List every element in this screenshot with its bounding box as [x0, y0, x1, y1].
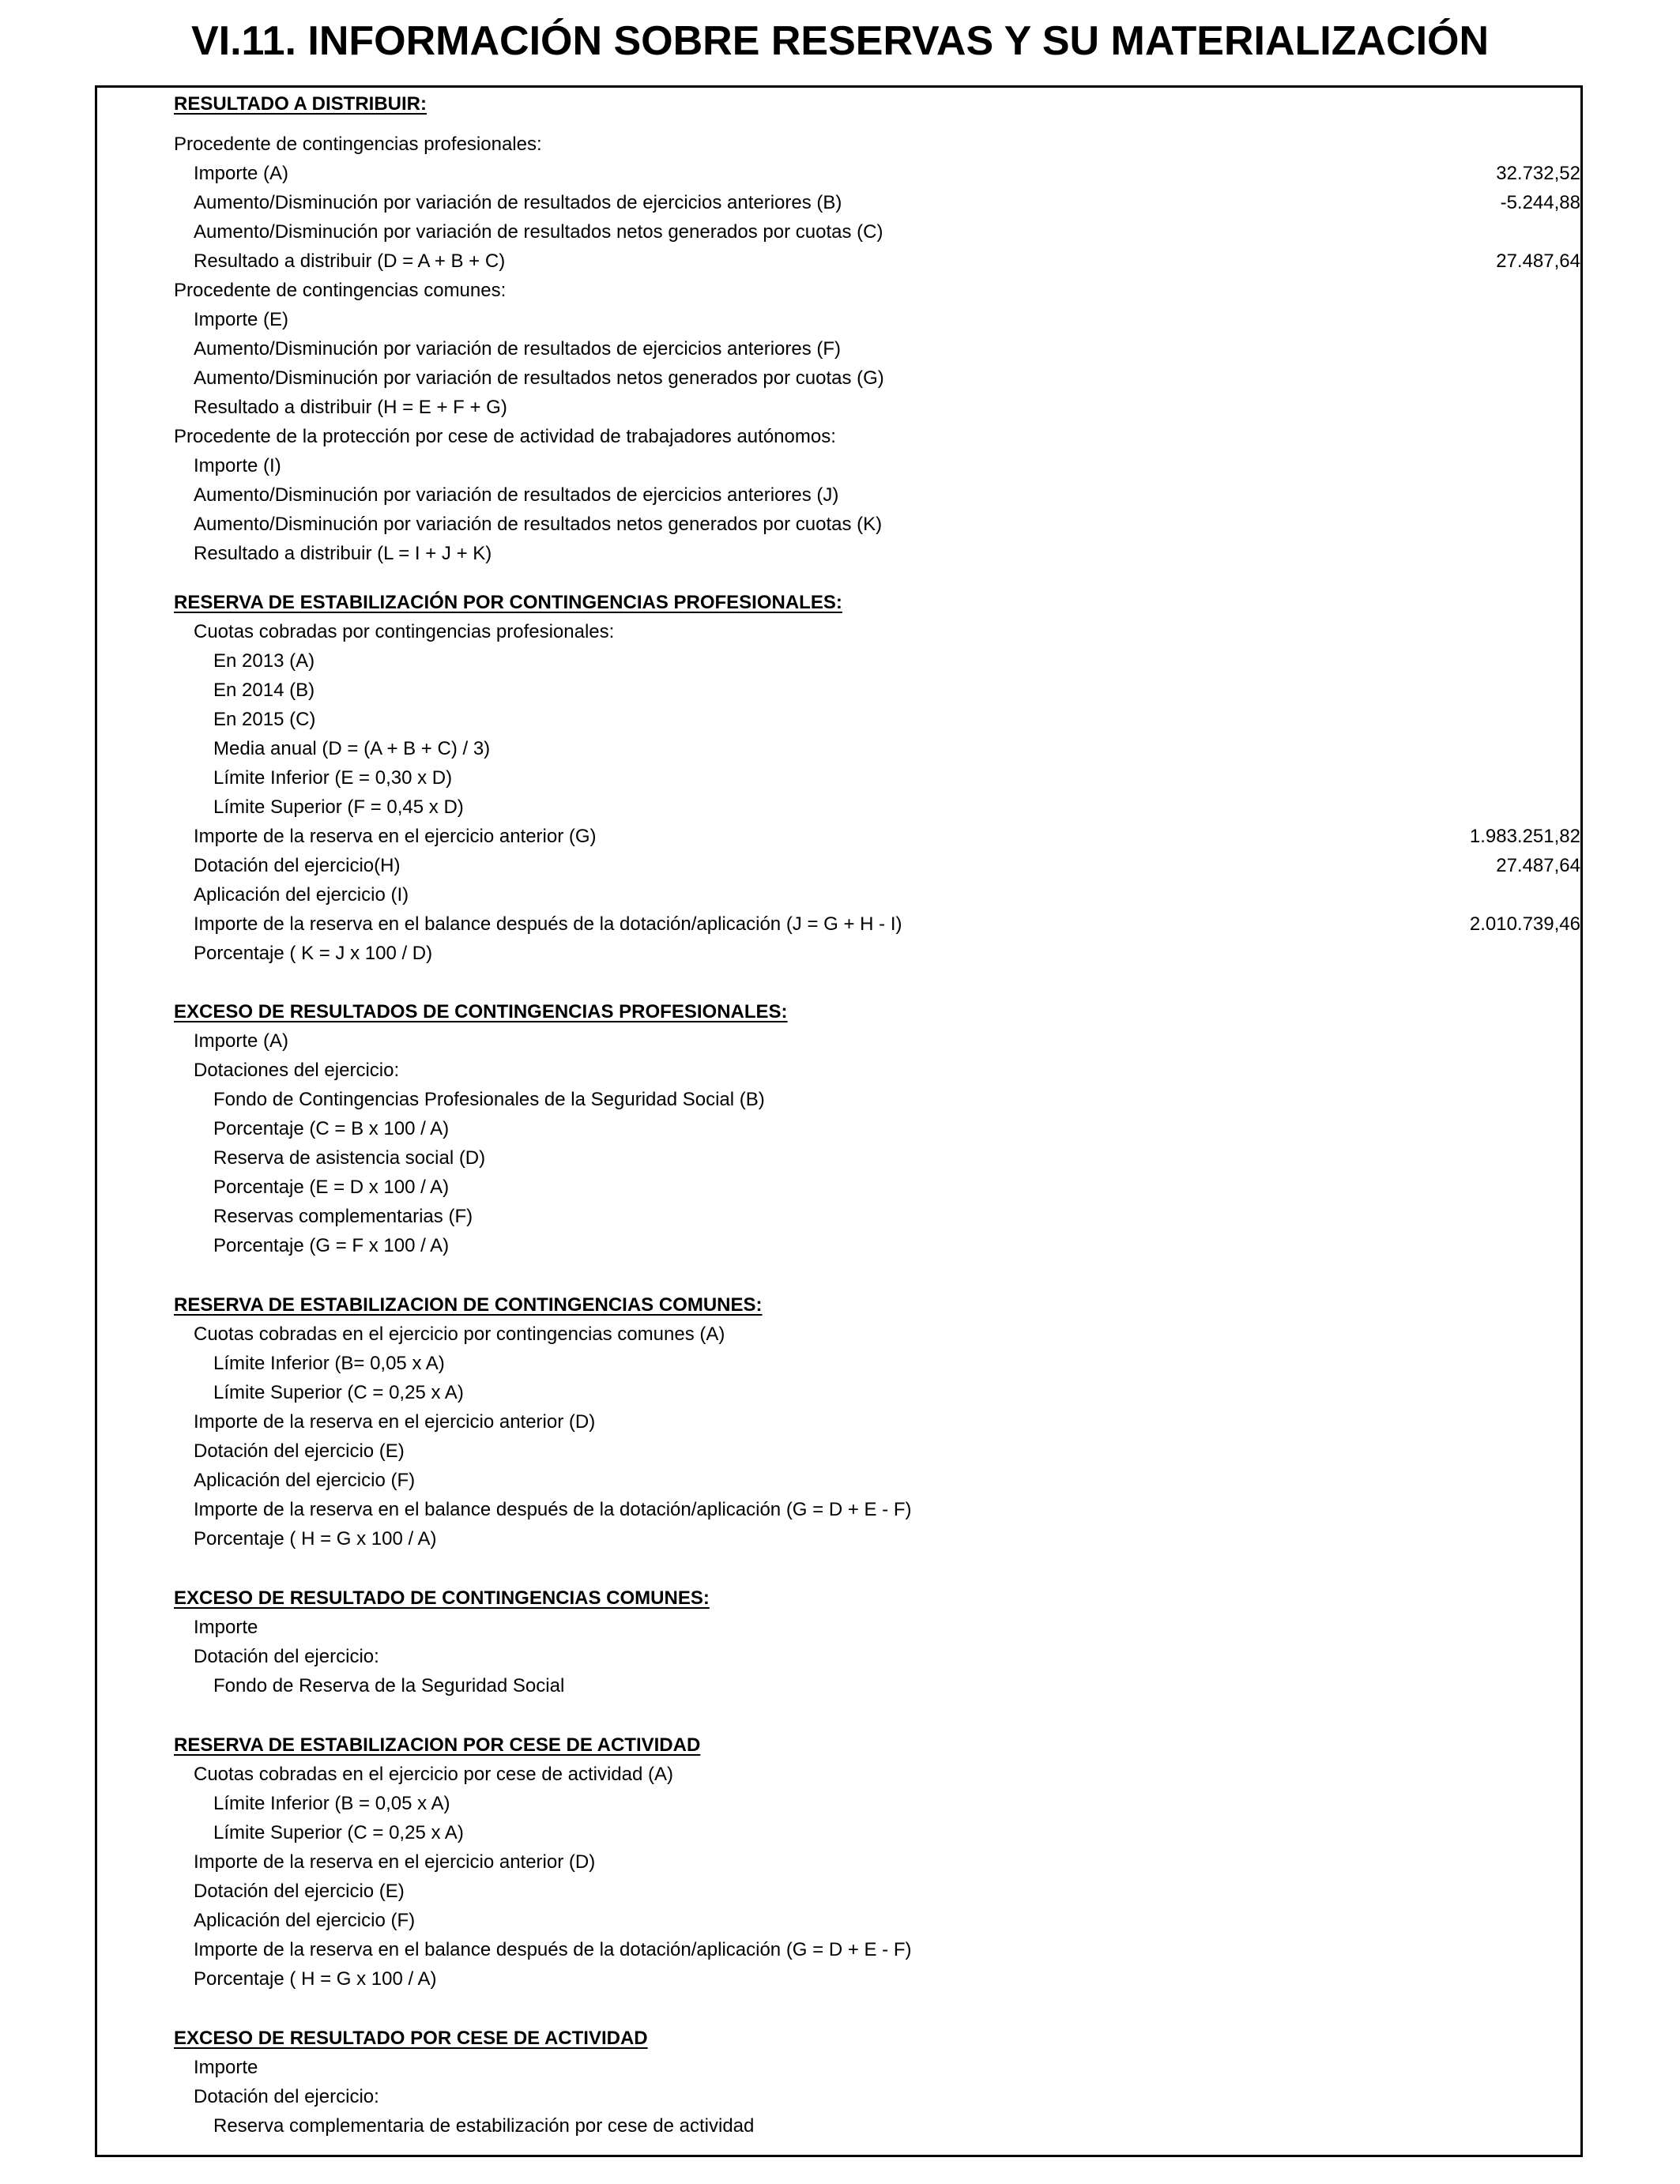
row-label: Porcentaje (C = B x 100 / A) — [213, 1118, 450, 1139]
row-label: Importe — [194, 1617, 258, 1638]
section-heading — [0, 90, 1680, 119]
row-value: 2.010.739,46 — [1469, 913, 1580, 935]
report-row-en-2013-a — [0, 647, 1680, 676]
report-row-reserva-complementaria-de-estabilizacion-por-ces — [0, 2112, 1680, 2141]
row-label: En 2014 (B) — [213, 680, 315, 701]
report-row-en-2015-c — [0, 706, 1680, 734]
row-label: Límite Inferior (B = 0,05 x A) — [213, 1793, 450, 1814]
section-heading — [0, 2024, 1680, 2053]
report-row-aumento-disminucion-por-variacion-de-resultados- — [0, 364, 1680, 393]
report-row-limite-superior-c-0-25-x-a — [0, 1819, 1680, 1847]
report-row-importe — [0, 1614, 1680, 1642]
report-row-porcentaje-c-b-x-100-a — [0, 1115, 1680, 1143]
row-value: 27.487,64 — [1496, 250, 1580, 272]
report-row-reservas-complementarias-f — [0, 1203, 1680, 1231]
report-row-importe-de-la-reserva-en-el-balance-despues-de-l — [0, 1496, 1680, 1524]
row-label: Importe de la reserva en el ejercicio anterior (D) — [194, 1411, 596, 1433]
report-row-porcentaje-g-f-x-100-a — [0, 1232, 1680, 1260]
row-label: Porcentaje ( H = G x 100 / A) — [194, 1528, 437, 1550]
row-label: Aumento/Disminución por variación de resultados de ejercicios anteriores (J) — [194, 484, 839, 506]
row-label: Aumento/Disminución por variación de resultados netos generados por cuotas (C) — [194, 221, 883, 243]
row-label: Importe de la reserva en el balance después de la dotación/aplicación (G = D + E - F) — [194, 1499, 912, 1520]
row-label: Límite Inferior (B= 0,05 x A) — [213, 1353, 445, 1374]
report-row-aplicacion-del-ejercicio-f — [0, 1907, 1680, 1935]
section-heading-label: RESULTADO A DISTRIBUIR: — [174, 93, 427, 115]
report-row-dotacion-del-ejercicio-e — [0, 1437, 1680, 1466]
report-row-aplicacion-del-ejercicio-i — [0, 881, 1680, 909]
report-row-cuotas-cobradas-en-el-ejercicio-por-cese-de-acti — [0, 1760, 1680, 1789]
row-label: Dotación del ejercicio (E) — [194, 1440, 405, 1462]
report-row-reserva-de-asistencia-social-d — [0, 1144, 1680, 1173]
section-heading — [0, 998, 1680, 1026]
report-row-limite-inferior-e-0-30-x-d — [0, 764, 1680, 793]
section-heading — [0, 1291, 1680, 1320]
report-row-porcentaje-k-j-x-100-d — [0, 939, 1680, 968]
row-label: Dotación del ejercicio(H) — [194, 855, 401, 876]
row-label: Reservas complementarias (F) — [213, 1206, 473, 1227]
row-label: Aumento/Disminución por variación de resultados netos generados por cuotas (G) — [194, 367, 884, 389]
row-label: Cuotas cobradas en el ejercicio por cese de actividad (A) — [194, 1764, 673, 1785]
report-row-aumento-disminucion-por-variacion-de-resultados- — [0, 189, 1680, 217]
report-row-dotacion-del-ejercicio-h — [0, 852, 1680, 880]
row-value: 32.732,52 — [1496, 163, 1580, 184]
report-row-procedente-de-contingencias-comunes — [0, 277, 1680, 305]
row-label: Dotaciones del ejercicio: — [194, 1060, 400, 1081]
report-row-importe-de-la-reserva-en-el-ejercicio-anterior-d — [0, 1408, 1680, 1437]
row-label: Resultado a distribuir (H = E + F + G) — [194, 397, 507, 418]
row-label: Media anual (D = (A + B + C) / 3) — [213, 738, 491, 759]
report-row-importe-de-la-reserva-en-el-ejercicio-anterior-g — [0, 823, 1680, 851]
row-label: Aumento/Disminución por variación de resultados netos generados por cuotas (K) — [194, 514, 883, 535]
row-label: Cuotas cobradas por contingencias profesionales: — [194, 621, 615, 642]
report-row-importe-de-la-reserva-en-el-balance-despues-de-l — [0, 910, 1680, 939]
row-label: Porcentaje (E = D x 100 / A) — [213, 1177, 450, 1198]
report-row-resultado-a-distribuir-d-a-b-c — [0, 247, 1680, 276]
report-row-importe-e — [0, 306, 1680, 334]
row-label: Importe de la reserva en el balance después de la dotación/aplicación (J = G + H - I) — [194, 913, 902, 935]
row-label: Importe (E) — [194, 309, 289, 330]
report-row-importe-i — [0, 452, 1680, 480]
row-value: 1.983.251,82 — [1469, 826, 1580, 847]
row-label: Procedente de contingencias comunes: — [174, 280, 507, 301]
row-label: Porcentaje ( K = J x 100 / D) — [194, 943, 433, 964]
report-row-resultado-a-distribuir-h-e-f-g — [0, 393, 1680, 422]
row-label: Importe — [194, 2057, 258, 2078]
page-title: VI.11. INFORMACIÓN SOBRE RESERVAS Y SU MATERIALIZACIÓN — [190, 18, 1490, 64]
row-label: Importe (A) — [194, 163, 289, 184]
row-label: En 2013 (A) — [213, 650, 315, 672]
row-label: Porcentaje ( H = G x 100 / A) — [194, 1968, 437, 1990]
row-label: Aplicación del ejercicio (F) — [194, 1470, 416, 1491]
row-label: Reserva de asistencia social (D) — [213, 1147, 486, 1169]
report-row-importe-a — [0, 1027, 1680, 1056]
report-row-cuotas-cobradas-en-el-ejercicio-por-contingencia — [0, 1320, 1680, 1349]
row-value: -5.244,88 — [1500, 192, 1580, 213]
row-label: Límite Superior (F = 0,45 x D) — [213, 796, 464, 818]
report-row-resultado-a-distribuir-l-i-j-k — [0, 540, 1680, 568]
row-label: Cuotas cobradas en el ejercicio por contingencias comunes (A) — [194, 1324, 725, 1345]
section-heading — [0, 1731, 1680, 1760]
row-value: 27.487,64 — [1496, 855, 1580, 876]
row-label: Importe de la reserva en el ejercicio anterior (D) — [194, 1851, 596, 1873]
section-heading — [0, 1584, 1680, 1613]
section-heading-label: RESERVA DE ESTABILIZACION POR CESE DE ACTIVIDAD — [174, 1734, 701, 1756]
row-label: Aumento/Disminución por variación de resultados de ejercicios anteriores (F) — [194, 338, 842, 360]
row-label: Límite Superior (C = 0,25 x A) — [213, 1822, 464, 1843]
report-row-aumento-disminucion-por-variacion-de-resultados- — [0, 481, 1680, 510]
row-label: Aplicación del ejercicio (F) — [194, 1910, 416, 1931]
row-label: Dotación del ejercicio: — [194, 2086, 379, 2107]
row-label: Dotación del ejercicio: — [194, 1646, 379, 1667]
report-row-importe — [0, 2054, 1680, 2082]
report-row-importe-de-la-reserva-en-el-ejercicio-anterior-d — [0, 1848, 1680, 1877]
report-row-limite-superior-f-0-45-x-d — [0, 793, 1680, 822]
report-row-aumento-disminucion-por-variacion-de-resultados- — [0, 510, 1680, 539]
section-heading-label: EXCESO DE RESULTADOS DE CONTINGENCIAS PROFESIONALES: — [174, 1001, 788, 1022]
report-row-procedente-de-contingencias-profesionales — [0, 130, 1680, 159]
row-label: Importe (I) — [194, 455, 281, 476]
row-label: Procedente de la protección por cese de actividad de trabajadores autónomos: — [174, 426, 836, 447]
row-label: Importe de la reserva en el ejercicio anterior (G) — [194, 826, 597, 847]
row-label: Límite Inferior (E = 0,30 x D) — [213, 767, 453, 789]
report-row-importe-de-la-reserva-en-el-balance-despues-de-l — [0, 1936, 1680, 1964]
report-row-limite-superior-c-0-25-x-a — [0, 1379, 1680, 1407]
row-label: Importe (A) — [194, 1030, 289, 1052]
row-label: Aplicación del ejercicio (I) — [194, 884, 409, 906]
report-row-dotacion-del-ejercicio-e — [0, 1877, 1680, 1906]
section-heading — [0, 589, 1680, 617]
report-row-en-2014-b — [0, 676, 1680, 705]
row-label: Dotación del ejercicio (E) — [194, 1881, 405, 1902]
row-label: Límite Superior (C = 0,25 x A) — [213, 1382, 464, 1403]
report-row-dotacion-del-ejercicio — [0, 1643, 1680, 1671]
section-heading-label: RESERVA DE ESTABILIZACIÓN POR CONTINGENCIAS PROFESIONALES: — [174, 592, 842, 613]
row-label: Aumento/Disminución por variación de resultados de ejercicios anteriores (B) — [194, 192, 842, 213]
report-row-cuotas-cobradas-por-contingencias-profesionales — [0, 618, 1680, 646]
report-row-dotacion-del-ejercicio — [0, 2083, 1680, 2111]
row-label: Reserva complementaria de estabilización por cese de actividad — [213, 2115, 755, 2137]
row-label: Fondo de Reserva de la Seguridad Social — [213, 1675, 565, 1696]
row-label: Resultado a distribuir (L = I + J + K) — [194, 543, 492, 564]
report-row-limite-inferior-b-0-05-x-a — [0, 1350, 1680, 1378]
report-row-importe-a — [0, 160, 1680, 188]
report-row-porcentaje-h-g-x-100-a — [0, 1965, 1680, 1994]
row-label: Procedente de contingencias profesionales: — [174, 134, 542, 155]
report-row-porcentaje-h-g-x-100-a — [0, 1525, 1680, 1553]
report-row-aumento-disminucion-por-variacion-de-resultados- — [0, 335, 1680, 363]
section-heading-label: EXCESO DE RESULTADO DE CONTINGENCIAS COMUNES: — [174, 1587, 710, 1609]
row-label: Fondo de Contingencias Profesionales de la Seguridad Social (B) — [213, 1089, 765, 1110]
report-row-fondo-de-contingencias-profesionales-de-la-segur — [0, 1086, 1680, 1114]
report-row-dotaciones-del-ejercicio — [0, 1056, 1680, 1085]
row-label: Importe de la reserva en el balance después de la dotación/aplicación (G = D + E - F) — [194, 1939, 912, 1960]
section-heading-label: EXCESO DE RESULTADO POR CESE DE ACTIVIDAD — [174, 2028, 648, 2049]
report-row-aumento-disminucion-por-variacion-de-resultados- — [0, 218, 1680, 247]
report-row-limite-inferior-b-0-05-x-a — [0, 1790, 1680, 1818]
report-row-porcentaje-e-d-x-100-a — [0, 1173, 1680, 1202]
report-row-media-anual-d-a-b-c-3 — [0, 735, 1680, 763]
row-label: En 2015 (C) — [213, 709, 316, 730]
row-label: Porcentaje (G = F x 100 / A) — [213, 1235, 450, 1256]
report-row-procedente-de-la-proteccion-por-cese-de-activida — [0, 423, 1680, 451]
report-row-aplicacion-del-ejercicio-f — [0, 1467, 1680, 1495]
section-heading-label: RESERVA DE ESTABILIZACION DE CONTINGENCIAS COMUNES: — [174, 1294, 763, 1316]
row-label: Resultado a distribuir (D = A + B + C) — [194, 250, 506, 272]
report-row-fondo-de-reserva-de-la-seguridad-social — [0, 1672, 1680, 1700]
